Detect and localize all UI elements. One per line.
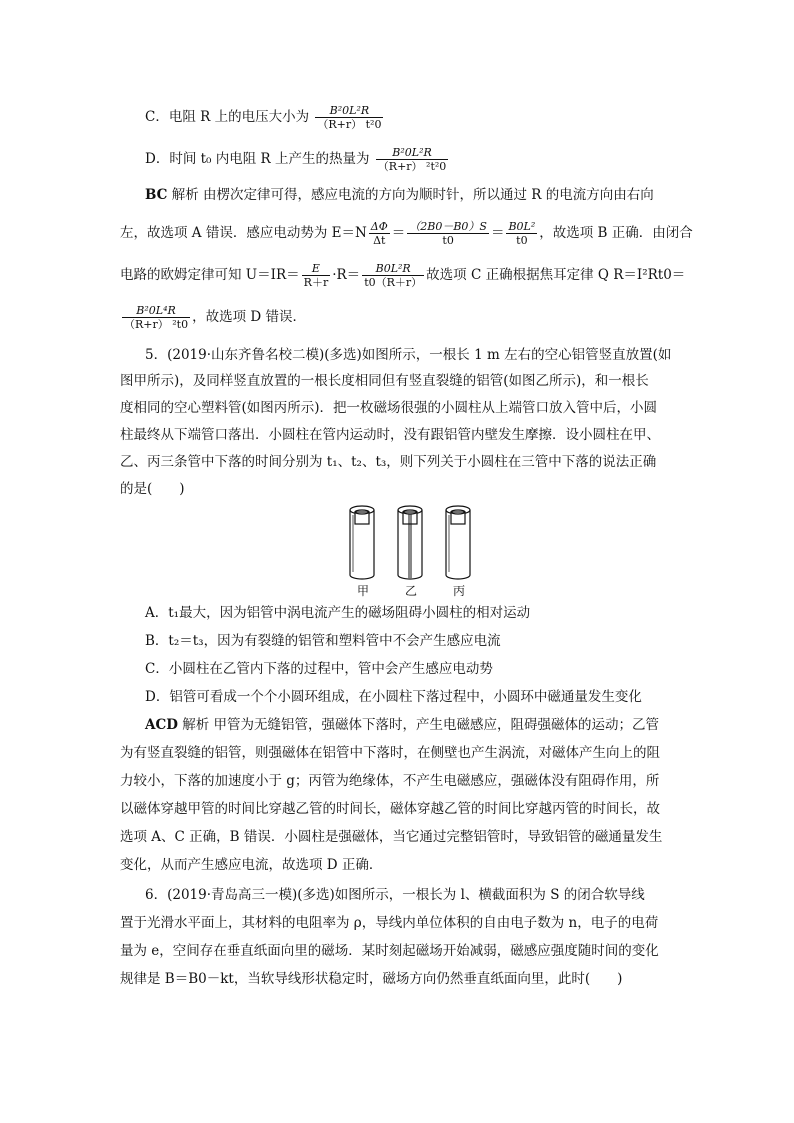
- question-text: 柱最终从下端管口落出．小圆柱在管内运动时，没有跟铝管内壁发生摩擦．设小圆柱在甲、: [120, 427, 660, 443]
- figure-label-yi: 乙: [405, 584, 418, 598]
- fraction-numerator: B²0L⁴R: [122, 304, 190, 318]
- answer-text: 解析 由楞次定律可得，感应电流的方向为顺时针，所以通过 R 的电流方向由右向: [171, 187, 654, 203]
- answer-tag: ACD: [145, 717, 178, 733]
- option-a: A．t₁最大，因为铝管中涡电流产生的磁场阻碍小圆柱的相对运动: [145, 605, 531, 621]
- answer-text: ，故选项 D 错误．: [192, 309, 306, 325]
- fraction: [407, 220, 489, 247]
- fraction-denominator: Δt: [373, 234, 386, 247]
- fraction-denominator: （R+r） ²t²0: [377, 160, 447, 173]
- option-b: B．t₂＝t₃，因为有裂缝的铝管和塑料管中不会产生感应电流: [145, 633, 501, 649]
- answer-line: [120, 304, 306, 331]
- answer-line: [145, 714, 659, 736]
- fraction-denominator: R＋r: [303, 276, 329, 289]
- answer-text: 电路的欧姆定律可知 U＝IR＝: [120, 267, 300, 283]
- fraction: [315, 104, 383, 131]
- fraction-numerator: ΔΦ: [370, 220, 388, 233]
- fraction-denominator: t0（R＋r）: [364, 276, 423, 289]
- answer-text: 选项 A、C 正确，B 错误．小圆柱是强磁体，当它通过完整铝管时，导致铝管的磁通量发生: [120, 829, 663, 845]
- fraction-numerator: E: [302, 262, 331, 276]
- fraction-denominator: （R+r） ²t0: [124, 318, 189, 331]
- question-text: 置于光滑水平面上，其材料的电阻率为 ρ，导线内单位体积的自由电子数为 n，电子的电荷: [120, 915, 659, 931]
- question-text: 乙、丙三条管中下落的时间分别为 t₁、t₂、t₃，则下列关于小圆柱在三管中下落的说法正确: [120, 454, 657, 470]
- answer-text: 以磁体穿越甲管的时间比穿越乙管的时间长，磁体穿越乙管的时间比穿越丙管的时间长，故: [120, 801, 660, 817]
- fraction-denominator: t0: [442, 234, 454, 247]
- fraction-denominator: t0: [516, 234, 528, 247]
- fraction: [369, 220, 390, 247]
- answer-text: 解析 甲管为无缝铝管，强磁体下落时，产生电磁感应，阻碍强磁体的运动；乙管: [182, 717, 660, 733]
- answer-text: 为有竖直裂缝的铝管，则强磁体在铝管中下落时，在侧壁也产生涡流，对磁体产生向上的阻: [120, 745, 660, 761]
- tube-bing: [446, 506, 470, 579]
- option-c: [145, 104, 385, 131]
- fraction-numerator: B0L²: [508, 220, 536, 233]
- answer-tag: BC: [145, 187, 168, 203]
- answer-line: [145, 184, 654, 206]
- figure-label-jia: 甲: [357, 584, 370, 598]
- fraction: [362, 262, 424, 289]
- question-text: 5．(2019·山东齐鲁名校二模)(多选)如图所示，一根长 1 m 左右的空心铝管竖直放置(如: [145, 347, 672, 363]
- option-d: [145, 146, 450, 173]
- tube-yi: [398, 506, 422, 579]
- question-text: 度相同的空心塑料管(如图丙所示)．把一枚磁场很强的小圆柱从上端管口放入管中后，小圆: [120, 400, 658, 416]
- option-d-text: D．时间 t₀ 内电阻 R 上产生的热量为: [145, 151, 370, 167]
- answer-text: 变化，从而产生感应电流，故选项 D 正确．: [120, 857, 383, 873]
- answer-text: 故选项 C 正确根据焦耳定律 Q R＝I²Rt0＝: [426, 267, 686, 283]
- fraction: [122, 304, 190, 331]
- fraction-numerator: B0L²R: [362, 262, 424, 276]
- answer-text: ·R＝: [332, 267, 361, 283]
- fraction-numerator: B²0L²R: [315, 104, 383, 118]
- fraction-numerator: B²0L²R: [376, 146, 449, 160]
- answer-line: [120, 262, 685, 289]
- question-text: 图甲所示)，及同样竖直放置的一根长度相同但有竖直裂缝的铝管(如图乙所示)，和一根长: [120, 373, 649, 389]
- answer-line: 左，故选项 A 错误．感应电动势为 E＝N $\frac{\Delta\Phi}{\Delta t}$ ＝ $\frac{(2B0-B0)S}{t0}$ ＝ $\frac{\text{B0L²}}{t0}$ ，故选项 B 正确．由闭合: [120, 220, 693, 247]
- option-c: C．小圆柱在乙管内下落的过程中，管中会产生感应电动势: [145, 661, 493, 677]
- answer-text: 左，故选项 A 错误．感应电动势为 E＝N: [120, 225, 367, 241]
- fraction: [506, 220, 537, 247]
- option-d: D．铝管可看成一个个小圆环组成，在小圆柱下落过程中，小圆环中磁通量发生变化: [145, 689, 642, 705]
- question-text: 量为 e，空间存在垂直纸面向里的磁场．某时刻起磁场开始减弱，磁感应强度随时间的变化: [120, 943, 659, 959]
- fraction: [376, 146, 449, 173]
- question-text: 6．(2019·青岛高三一模)(多选)如图所示，一根长为 l、横截面积为 S 的闭合软导线: [145, 887, 645, 903]
- question-text: 规律是 B＝B0－kt，当软导线形状稳定时，磁场方向仍然垂直纸面向里，此时( ): [120, 971, 623, 987]
- question-text: 的是( ): [120, 481, 185, 497]
- answer-text: 力较小，下落的加速度小于 g；丙管为绝缘体，不产生电磁感应，强磁体没有阻碍作用，所: [120, 773, 660, 789]
- tube-jia: [350, 506, 374, 579]
- fraction-denominator: （R+r） t²0: [317, 118, 382, 131]
- fraction-numerator: （2B0－B0）S: [409, 220, 487, 233]
- fraction: [302, 262, 331, 289]
- option-c-text: C．电阻 R 上的电压大小为: [145, 109, 310, 125]
- answer-text: ，故选项 B 正确．由闭合: [539, 225, 693, 241]
- figure-label-bing: 丙: [453, 584, 466, 598]
